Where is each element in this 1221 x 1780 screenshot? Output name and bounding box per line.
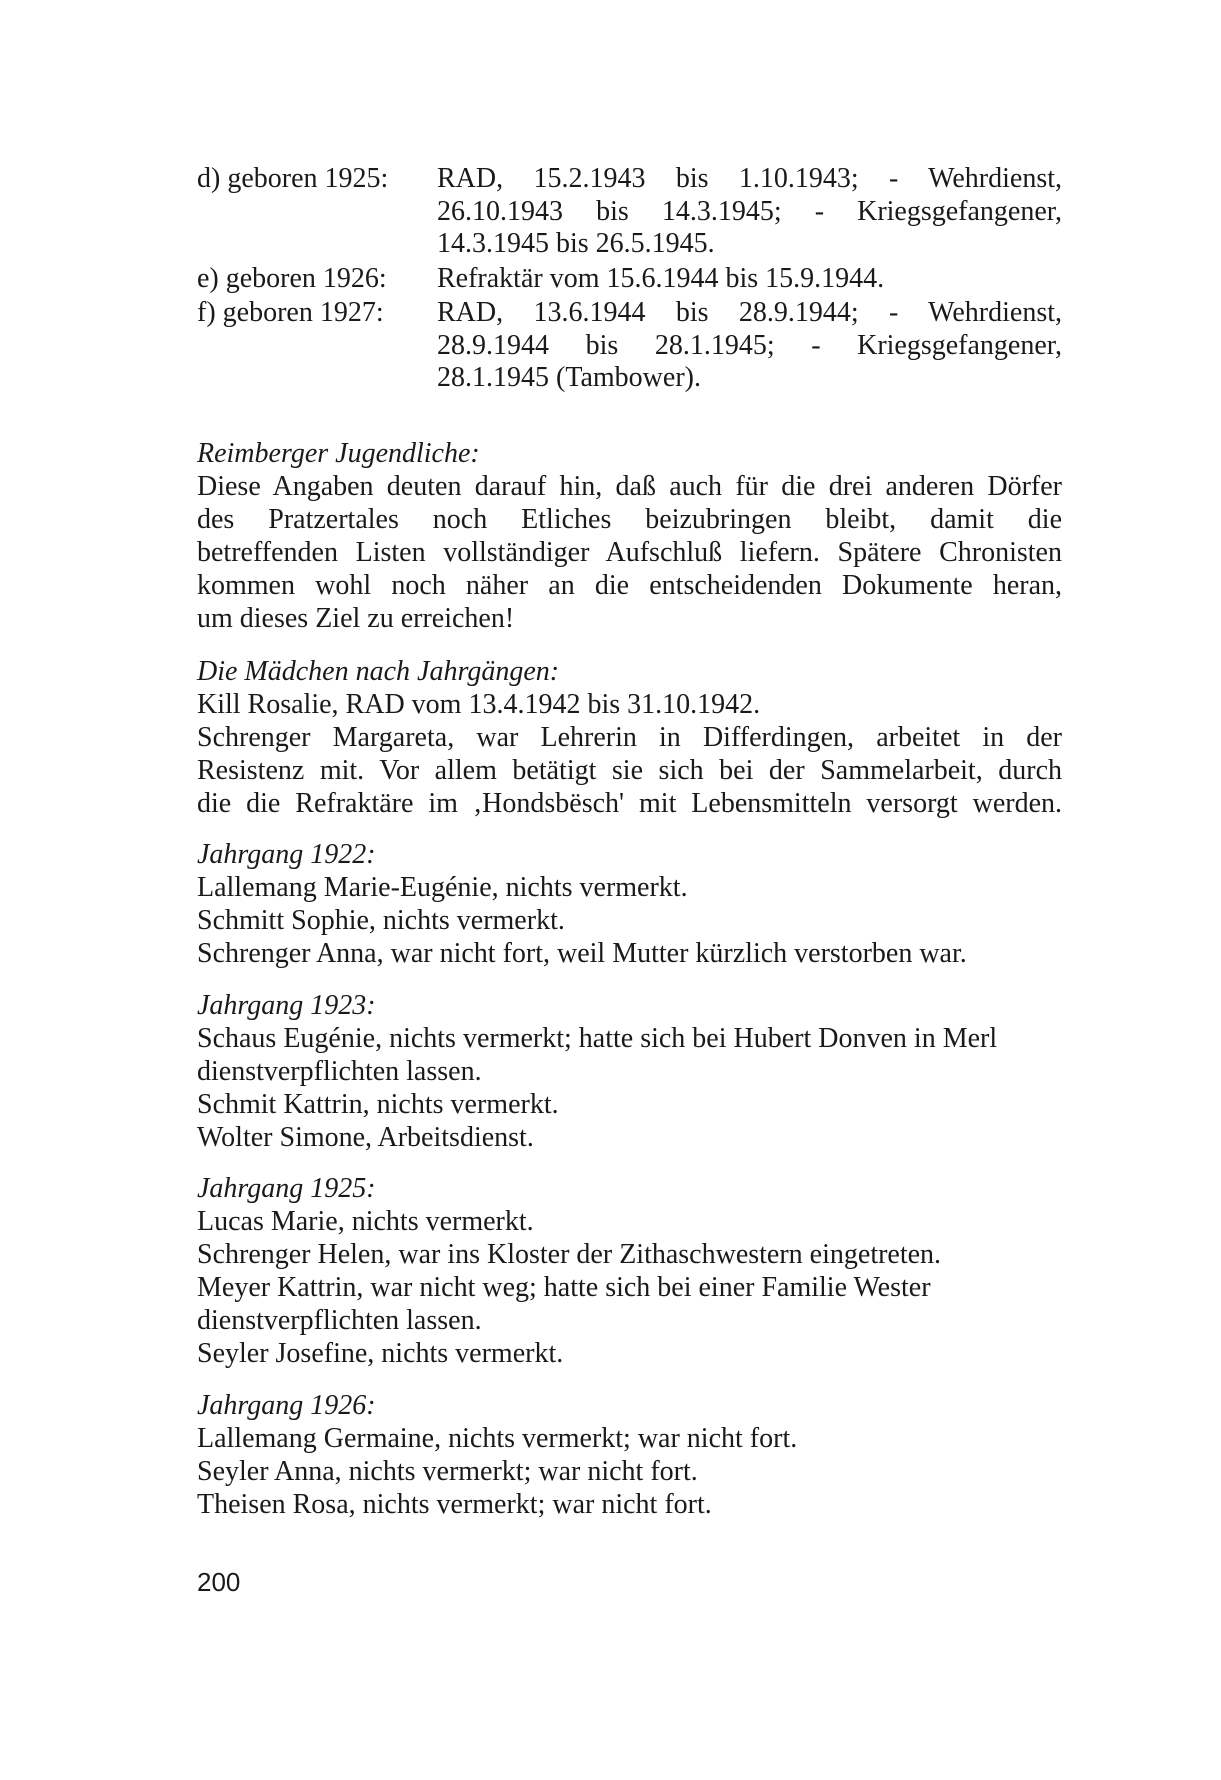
list-item: Lallemang Marie-Eugénie, nichts vermerkt. <box>197 872 688 903</box>
birth-year-entries <box>197 163 1062 397</box>
section-jahrgang-1926 <box>197 1389 1062 1521</box>
list-item: dienstverpflichten lassen. <box>197 1305 482 1336</box>
paragraph-line: Schrenger Margareta, war Lehrerin in Differdingen, arbeitet in der <box>197 722 1062 753</box>
section-heading: Jahrgang 1926: <box>197 1390 376 1421</box>
list-item: Meyer Kattrin, war nicht weg; hatte sich bei einer Familie Wester <box>197 1272 931 1303</box>
list-item: Schaus Eugénie, nichts vermerkt; hatte sich bei Hubert Donven in Merl <box>197 1023 998 1054</box>
paragraph-line: des Pratzertales noch Etliches beizubringen bleibt, damit die <box>197 504 1062 535</box>
section-heading: Die Mädchen nach Jahrgängen: <box>197 656 560 687</box>
entry-text <box>437 297 1062 395</box>
list-item: Theisen Rosa, nichts vermerkt; war nicht fort. <box>197 1489 712 1520</box>
entry-line: 26.10.1943 bis 14.3.1945; - Kriegsgefangener, <box>437 195 1062 227</box>
entry-1925 <box>197 163 1062 261</box>
paragraph-line: betreffenden Listen vollständiger Aufschluß liefern. Spätere Chronisten <box>197 537 1062 568</box>
entry-text <box>437 163 1062 261</box>
entry-line: 28.1.1945 (Tambower). <box>437 362 701 393</box>
paragraph-line: die die Refraktäre im ‚Hondsbësch' mit Lebensmitteln versorgt werden. <box>197 788 1062 819</box>
paragraph-line: Diese Angaben deuten darauf hin, daß auch für die drei anderen Dörfer <box>197 471 1062 502</box>
paragraph-line: um dieses Ziel zu erreichen! <box>197 603 515 634</box>
entry-line: RAD, 13.6.1944 bis 28.9.1944; - Wehrdienst, <box>437 297 1062 328</box>
list-item: Schrenger Anna, war nicht fort, weil Mutter kürzlich verstorben war. <box>197 938 967 969</box>
list-item: dienstverpflichten lassen. <box>197 1056 482 1087</box>
section-heading: Jahrgang 1925: <box>197 1173 376 1204</box>
entry-label: e) geboren 1926: <box>197 262 387 294</box>
entry-text <box>437 263 1062 296</box>
entry-1927 <box>197 297 1062 395</box>
section-maedchen-nach-jahrgaengen <box>197 655 1062 820</box>
entry-line: RAD, 15.2.1943 bis 1.10.1943; - Wehrdienst, <box>437 163 1062 194</box>
list-item: Schrenger Helen, war ins Kloster der Zithaschwestern eingetreten. <box>197 1239 942 1270</box>
list-item: Lucas Marie, nichts vermerkt. <box>197 1206 534 1237</box>
entry-label: d) geboren 1925: <box>197 163 389 194</box>
list-item: Wolter Simone, Arbeitsdienst. <box>197 1122 534 1153</box>
section-heading: Reimberger Jugendliche: <box>197 438 480 469</box>
page-number: 200 <box>197 1567 241 1597</box>
paragraph-line: Resistenz mit. Vor allem betätigt sie sich bei der Sammelarbeit, durch <box>197 755 1062 786</box>
list-item: Schmit Kattrin, nichts vermerkt. <box>197 1089 559 1120</box>
list-item: Schmitt Sophie, nichts vermerkt. <box>197 905 565 936</box>
entry-label: f) geboren 1927: <box>197 297 384 328</box>
entry-line: Refraktär vom 15.6.1944 bis 15.9.1944. <box>437 262 885 294</box>
section-jahrgang-1923 <box>197 989 1062 1154</box>
paragraph-line: kommen wohl noch näher an die entscheidenden Dokumente heran, <box>197 570 1062 601</box>
section-heading: Jahrgang 1923: <box>197 990 376 1021</box>
section-jahrgang-1922 <box>197 838 1062 970</box>
list-item: Seyler Anna, nichts vermerkt; war nicht fort. <box>197 1456 698 1487</box>
paragraph-line: Kill Rosalie, RAD vom 13.4.1942 bis 31.10.1942. <box>197 689 761 720</box>
entry-line: 28.9.1944 bis 28.1.1945; - Kriegsgefangener, <box>437 329 1062 361</box>
entry-line: 14.3.1945 bis 26.5.1945. <box>437 228 715 259</box>
section-heading: Jahrgang 1922: <box>197 839 376 870</box>
entry-1926 <box>197 263 1062 296</box>
section-reimberger-jugendliche <box>197 437 1062 635</box>
list-item: Lallemang Germaine, nichts vermerkt; war nicht fort. <box>197 1423 798 1454</box>
section-jahrgang-1925 <box>197 1172 1062 1370</box>
list-item: Seyler Josefine, nichts vermerkt. <box>197 1338 564 1369</box>
